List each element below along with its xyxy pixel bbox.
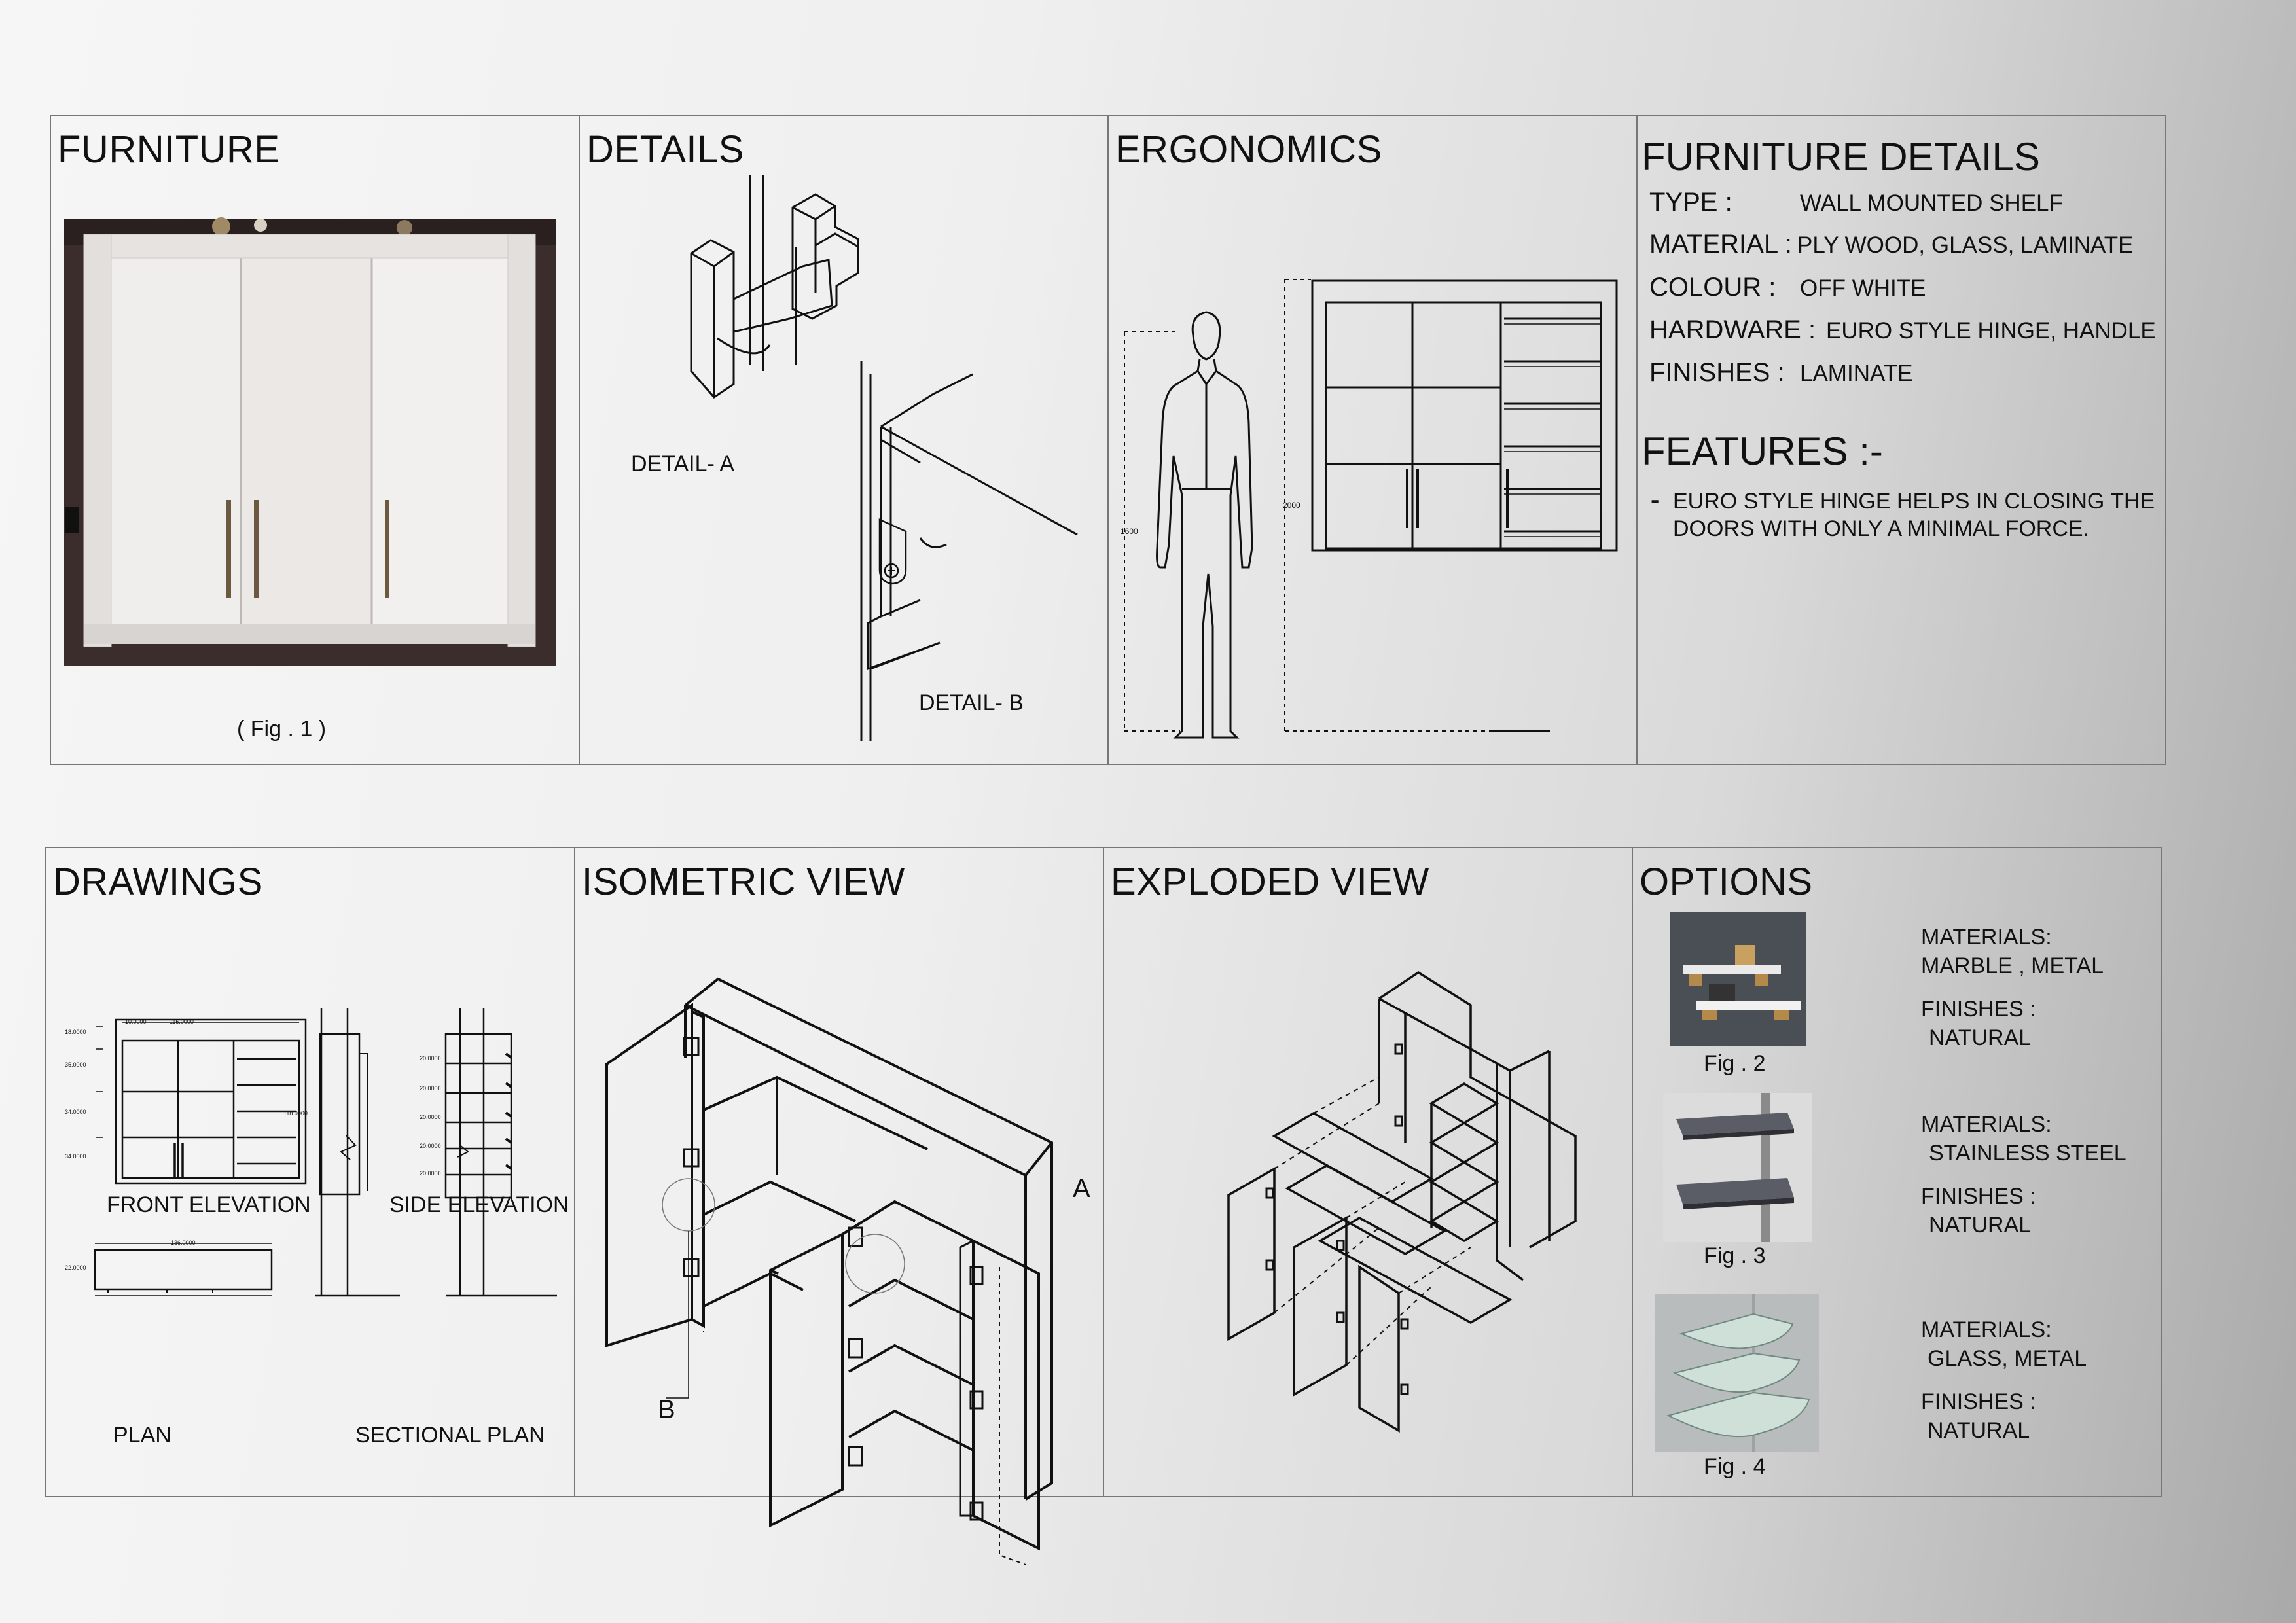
front-dim-3: 18.0000 [65,1029,86,1035]
isometric-title: ISOMETRIC VIEW [582,861,905,903]
plan-drawing [95,1238,324,1297]
section-dim-2: 20.0000 [420,1085,441,1092]
finishes-row [1649,358,1912,387]
colour-row [1649,273,1926,302]
plan-dim-2: 22.0000 [65,1264,86,1271]
fig-2-caption: Fig . 2 [1704,1051,1766,1076]
front-dim-6: 34.0000 [65,1153,86,1160]
ergonomics-panel [1107,115,1638,765]
section-dim-3: 20.0000 [420,1114,441,1120]
option-photo-steel-shelf [1663,1093,1812,1242]
details-title: DETAILS [586,128,744,171]
feature-bullet: - [1651,486,1660,514]
isometric-callout-a: A [1073,1174,1090,1203]
feature-line-1: EURO STYLE HINGE HELPS IN CLOSING THE [1673,489,2155,514]
hardware-key: HARDWARE : [1649,315,1816,344]
option-1-text [1921,923,2104,1052]
isometric-callout-b: B [658,1395,675,1424]
isometric-panel [574,847,1104,1497]
option-photo-marble-shelf [1670,912,1806,1046]
front-dim-1: 10.0000 [125,1018,147,1025]
front-elevation-drawing [96,1020,325,1190]
colour-key: COLOUR : [1649,273,1776,302]
material-value: PLY WOOD, GLASS, LAMINATE [1797,232,2134,258]
exploded-title: EXPLODED VIEW [1111,861,1429,903]
section-dim-5: 20.0000 [420,1170,441,1177]
front-dim-4: 35.0000 [65,1061,86,1068]
material-key: MATERIAL : [1649,230,1792,259]
option-1-finishes: NATURAL [1929,1026,2032,1050]
material-row [1649,230,2133,259]
furniture-caption: ( Fig . 1 ) [237,717,327,741]
detail-b-label: DETAIL- B [919,690,1024,715]
option-2-text [1921,1110,2126,1240]
front-dim-5: 34.0000 [65,1109,86,1115]
option-1-materials-label: MATERIALS: [1921,925,2052,950]
drawings-title: DRAWINGS [53,861,263,903]
options-panel [1632,847,2162,1497]
fig-3-caption: Fig . 3 [1704,1243,1766,1268]
hardware-value: EURO STYLE HINGE, HANDLE [1826,318,2156,344]
sectional-drawing [446,1008,557,1296]
plan-label: PLAN [113,1423,171,1448]
feature-line-2: DOORS WITH ONLY A MINIMAL FORCE. [1673,516,2090,541]
option-3-text [1921,1315,2087,1445]
furniture-title: FURNITURE [58,128,280,171]
hardware-row [1649,315,2156,345]
cabinet-height-dim: 2000 [1283,501,1300,510]
side-dim: 118.0000 [283,1110,308,1116]
isometric-drawing [607,940,1091,1503]
ergonomics-title: ERGONOMICS [1115,128,1382,171]
section-dim-4: 20.0000 [420,1143,441,1149]
option-3-finishes: NATURAL [1928,1418,2030,1443]
section-dim-1: 20.0000 [420,1055,441,1061]
fig-4-caption: Fig . 4 [1704,1454,1766,1479]
option-3-finishes-label: FINISHES : [1921,1389,2036,1414]
front-dim-2: 115.0000 [170,1018,194,1025]
furniture-panel [50,115,580,765]
type-row [1649,188,2063,217]
sectional-plan-label: SECTIONAL PLAN [355,1423,545,1448]
ergonomics-drawing [1124,279,1635,744]
furniture-photo [64,219,556,666]
top-panel-row [50,115,2166,764]
front-elevation-label: FRONT ELEVATION [107,1192,311,1217]
side-elevation-label: SIDE ELEVATION [389,1192,569,1217]
finishes-key: FINISHES : [1649,358,1785,387]
option-3-materials: GLASS, METAL [1928,1346,2087,1371]
furniture-details-panel [1636,115,2166,765]
detail-a-label: DETAIL- A [631,452,735,476]
option-1-materials: MARBLE , METAL [1921,954,2104,978]
option-2-finishes: NATURAL [1929,1213,2032,1238]
finishes-value: LAMINATE [1800,361,1913,386]
exploded-panel [1103,847,1633,1497]
option-2-materials-label: MATERIALS: [1921,1112,2052,1137]
features-title: FEATURES :- [1641,429,1883,473]
colour-value: OFF WHITE [1800,276,1926,301]
option-2-materials: STAINLESS STEEL [1929,1141,2126,1166]
hinge-detail-b-drawing [861,361,1097,741]
person-height-dim: 1600 [1121,527,1138,536]
exploded-drawing [1183,972,1615,1398]
drawings-panel [45,847,575,1497]
option-3-materials-label: MATERIALS: [1921,1317,2052,1342]
furniture-details-title: FURNITURE DETAILS [1641,135,2040,179]
feature-item [1651,488,2161,543]
plan-dim-1: 136.0000 [171,1240,196,1246]
option-photo-glass-shelf [1655,1294,1819,1452]
type-key: TYPE : [1649,188,1732,217]
details-panel [579,115,1109,765]
option-1-finishes-label: FINISHES : [1921,997,2036,1022]
option-2-finishes-label: FINISHES : [1921,1184,2036,1209]
options-title: OPTIONS [1640,861,1813,903]
type-value: WALL MOUNTED SHELF [1800,190,2063,216]
bottom-panel-row [45,847,2162,1496]
